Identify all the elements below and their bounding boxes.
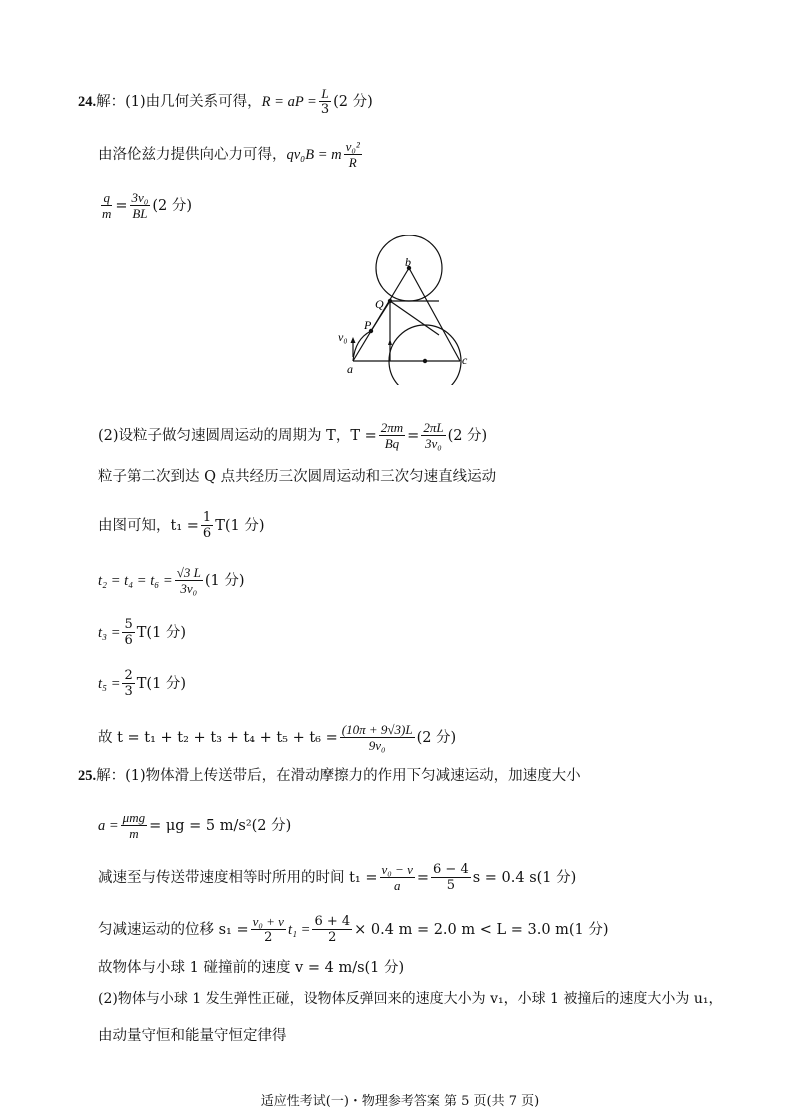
q24-l1-text: 解：(1)由几何关系可得， bbox=[96, 93, 262, 110]
point-Q bbox=[388, 299, 392, 303]
numerator: 6 + 4 bbox=[314, 914, 351, 929]
q25-l3-tail: s = 0.4 s(1 分) bbox=[472, 869, 577, 886]
denominator: Bq bbox=[384, 436, 400, 451]
q24-l2-eq: qv₀B = m bbox=[286, 146, 342, 163]
q24-line-3 bbox=[98, 190, 192, 221]
q24-l3-fraction-2 bbox=[130, 190, 151, 221]
numerator: μmg bbox=[122, 810, 146, 825]
q24-l2-fraction bbox=[344, 139, 362, 170]
page-footer: 适应性考试(一)・物理参考答案 第 5 页(共 7 页) bbox=[260, 1094, 540, 1109]
denominator: 3 bbox=[320, 102, 330, 117]
numerator: 2πL bbox=[423, 420, 444, 435]
denominator: 2 bbox=[264, 930, 273, 945]
numerator: 1 bbox=[202, 510, 212, 525]
line-bc bbox=[409, 268, 460, 361]
q24-line-2 bbox=[98, 139, 364, 170]
q24-l4-text: (2)设粒子做匀速圆周运动的周期为 T，T = bbox=[98, 427, 377, 444]
denominator: 3v₀ bbox=[425, 436, 442, 451]
q24-l3-fraction-1 bbox=[100, 190, 113, 221]
label-b: b bbox=[405, 255, 411, 269]
q25-l3-fraction-1 bbox=[380, 862, 415, 893]
numerator: 2πm bbox=[380, 420, 404, 435]
q24-l9-tail: T(1 分) bbox=[136, 675, 187, 692]
q25-l4-pre: 匀减速运动的位移 s₁ = bbox=[98, 921, 249, 938]
velocity-arrowhead bbox=[351, 337, 356, 343]
denominator: 2 bbox=[328, 930, 337, 945]
q24-l8-tail: T(1 分) bbox=[136, 624, 187, 641]
numerator: √3 L bbox=[176, 565, 201, 580]
numerator: v₀ + v bbox=[252, 914, 284, 929]
numerator: 6 − 4 bbox=[433, 862, 469, 877]
q24-line-10 bbox=[98, 722, 456, 753]
q25-l2-fraction bbox=[121, 810, 147, 841]
q24-line-9 bbox=[98, 668, 186, 699]
q24-l2-text: 由洛伦兹力提供向心力可得， bbox=[98, 146, 287, 163]
q24-line-5 bbox=[98, 467, 496, 487]
q24-figure bbox=[335, 235, 475, 385]
numerator: 3v₀ bbox=[131, 190, 149, 205]
q25-l3-eq: = bbox=[416, 869, 430, 886]
numerator: q bbox=[103, 190, 110, 205]
label-v0: v₀ bbox=[338, 330, 348, 344]
q24-l7-fraction bbox=[175, 565, 203, 596]
q24-l4-score: (2 分) bbox=[447, 427, 488, 444]
q25-number: 25. bbox=[78, 768, 97, 784]
denominator: R bbox=[348, 155, 357, 170]
q25-line-2 bbox=[98, 810, 291, 841]
denominator: a bbox=[393, 878, 401, 893]
direction-arrowhead bbox=[388, 339, 392, 345]
denominator: BL bbox=[132, 206, 148, 221]
numerator: L bbox=[321, 86, 329, 101]
q24-l1-eq: R = aP = bbox=[261, 93, 317, 110]
q24-l3-score: (2 分) bbox=[152, 197, 192, 214]
q24-l3-eq: = bbox=[115, 197, 128, 214]
denominator: 6 bbox=[124, 633, 133, 648]
q25-l6-text: (2)物体与小球 1 发生弹性正碰，设物体反弹回来的速度大小为 v₁，小球 1 被撞后的速度大小为 u₁， bbox=[98, 991, 723, 1007]
q24-line-7 bbox=[98, 565, 244, 596]
q25-l4-fraction-1 bbox=[251, 914, 286, 945]
q25-l2-tail: = μg = 5 m/s²(2 分) bbox=[149, 817, 292, 834]
label-P: P bbox=[364, 318, 372, 332]
q25-l3-pre: 减速至与传送带速度相等时所用的时间 t₁ = bbox=[98, 869, 378, 886]
label-c: c bbox=[462, 353, 468, 367]
numerator: (10π + 9√3)L bbox=[341, 722, 413, 737]
q24-l7-score: (1 分) bbox=[204, 572, 245, 589]
q25-l7-text: 由动量守恒和能量守恒定律得 bbox=[98, 1028, 287, 1044]
q24-l10-score: (2 分) bbox=[416, 729, 457, 746]
label-a: a bbox=[347, 362, 353, 376]
q24-l6-text: 由图可知，t₁ = bbox=[98, 517, 199, 534]
q24-line-8 bbox=[98, 617, 186, 648]
numerator: 2 bbox=[124, 668, 133, 683]
q24-l8-fraction bbox=[122, 617, 134, 648]
numerator: 5 bbox=[124, 617, 133, 632]
q24-l10-fraction bbox=[340, 722, 415, 753]
q24-l6-fraction bbox=[201, 510, 213, 541]
denominator: m bbox=[102, 206, 112, 221]
q24-number: 24. bbox=[78, 93, 97, 110]
q25-line-3 bbox=[98, 862, 576, 893]
q25-l4-mid: t₁ = bbox=[287, 921, 311, 938]
q24-l8-text: t₃ = bbox=[98, 624, 121, 641]
q25-line-5 bbox=[98, 958, 404, 978]
q25-l3-fraction-2 bbox=[431, 862, 471, 893]
denominator: 3v₀ bbox=[180, 581, 198, 596]
circle-lower bbox=[389, 325, 461, 385]
q25-l4-fraction-2 bbox=[312, 914, 352, 945]
q25-l5-text: 故物体与小球 1 碰撞前的速度 v = 4 m/s(1 分) bbox=[98, 960, 405, 976]
q25-line-6 bbox=[98, 989, 723, 1009]
denominator: m bbox=[129, 826, 139, 841]
numerator: v₀ − v bbox=[381, 862, 413, 877]
q24-l9-fraction bbox=[122, 668, 134, 699]
denominator: 9v₀ bbox=[368, 738, 386, 753]
q24-l1-fraction bbox=[319, 86, 331, 117]
q25-line-4 bbox=[98, 914, 609, 945]
point-center bbox=[423, 359, 427, 363]
q24-line-6 bbox=[98, 510, 265, 541]
q24-l6-tail: T(1 分) bbox=[215, 517, 265, 534]
q24-l4-fraction-1 bbox=[379, 420, 405, 451]
q24-l1-score: (2 分) bbox=[333, 93, 373, 110]
q24-l9-text: t₅ = bbox=[98, 675, 121, 692]
denominator: 5 bbox=[446, 878, 455, 893]
numerator: v₀² bbox=[345, 139, 360, 154]
q25-l2-pre: a = bbox=[98, 817, 119, 834]
label-Q: Q bbox=[375, 297, 384, 311]
q24-l4-fraction-2 bbox=[421, 420, 445, 451]
q25-l1-text: 解：(1)物体滑上传送带后，在滑动摩擦力的作用下匀减速运动，加速度大小 bbox=[96, 768, 581, 784]
q24-l7-text: t₂ = t₄ = t₆ = bbox=[98, 572, 173, 589]
q24-line-1 bbox=[78, 86, 373, 117]
q24-l4-eq: = bbox=[407, 427, 420, 444]
q24-line-4 bbox=[98, 420, 487, 451]
q24-l10-text: 故 t = t₁ + t₂ + t₃ + t₄ + t₅ + t₆ = bbox=[98, 729, 338, 746]
q24-l5-text: 粒子第二次到达 Q 点共经历三次圆周运动和三次匀速直线运动 bbox=[98, 469, 497, 485]
q25-l4-tail: × 0.4 m = 2.0 m < L = 3.0 m(1 分) bbox=[354, 921, 609, 938]
q25-line-1 bbox=[78, 766, 581, 786]
denominator: 6 bbox=[202, 526, 212, 541]
q25-line-7 bbox=[98, 1026, 287, 1046]
denominator: 3 bbox=[124, 684, 133, 699]
